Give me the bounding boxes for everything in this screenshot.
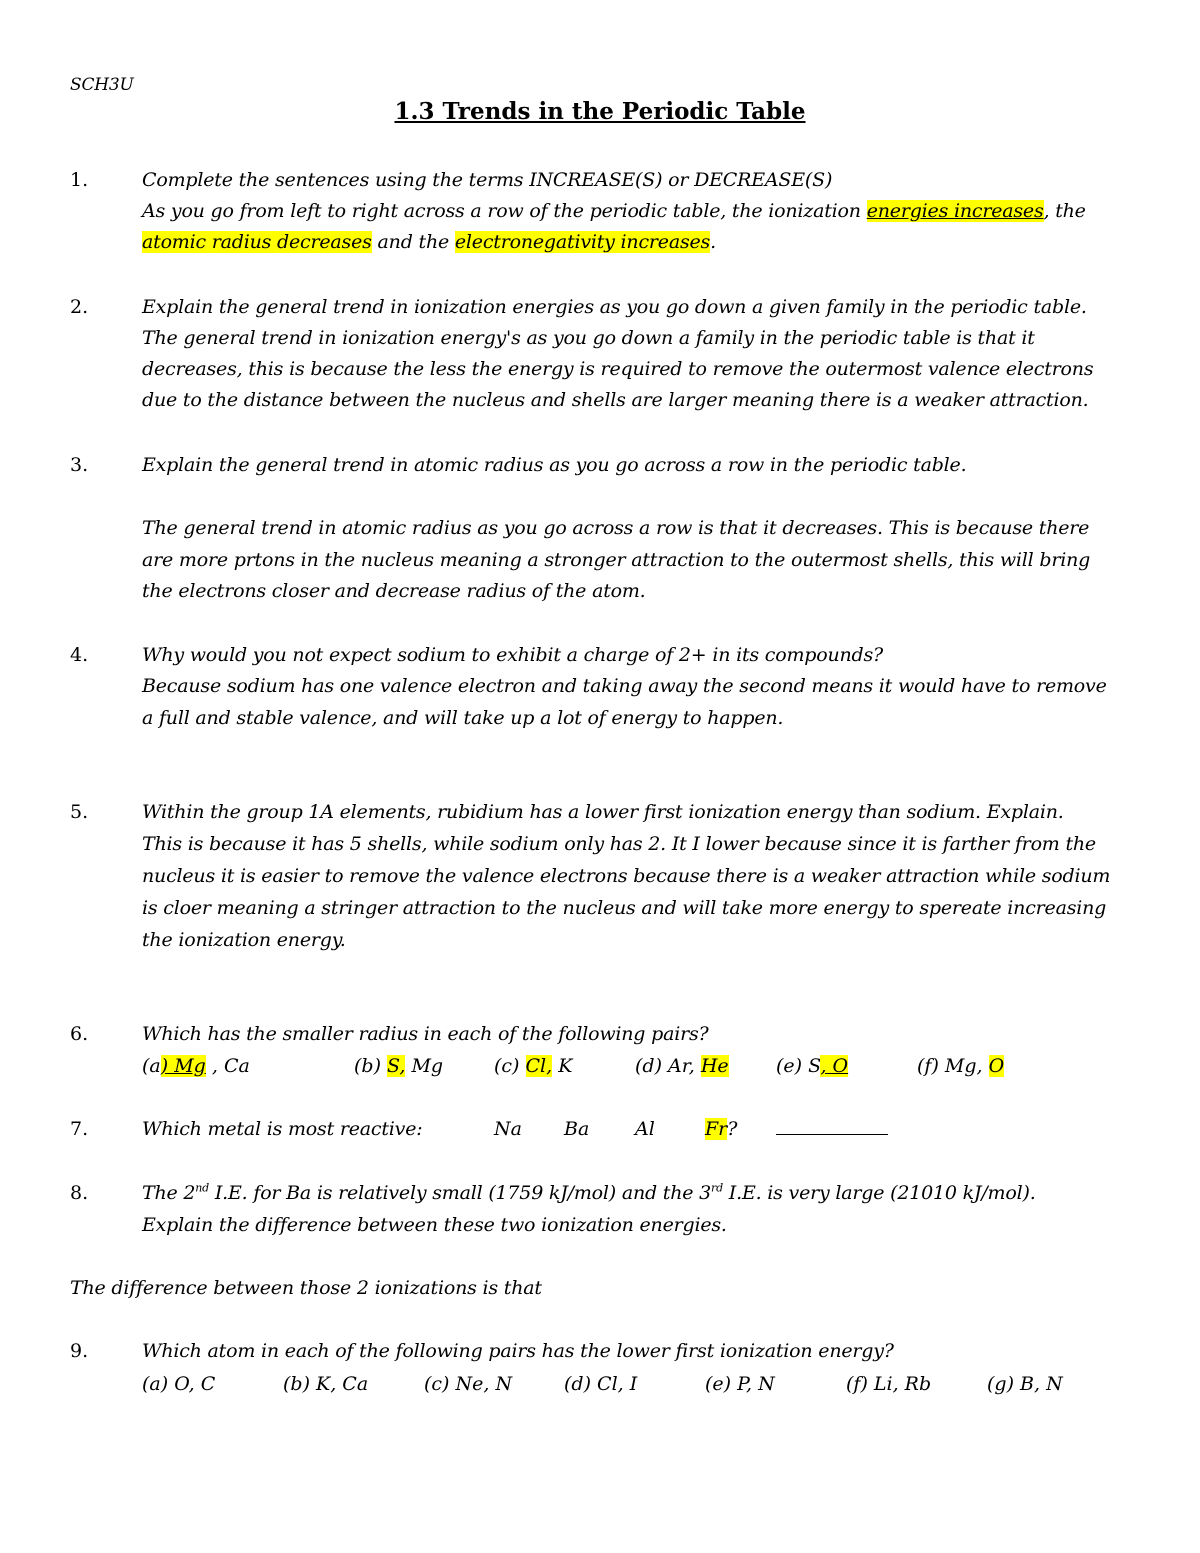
q8-answer: The difference between those 2 ionizations is that bbox=[70, 1277, 542, 1299]
course-code: SCH3U bbox=[70, 75, 134, 95]
q1-prompt: Complete the sentences using the terms INCREASE(S) or DECREASE(S) bbox=[142, 169, 833, 191]
q9-option-c: (c) Ne, N bbox=[424, 1373, 513, 1395]
q1-text: . bbox=[710, 231, 716, 253]
q3-answer-line-2: are more prtons in the nucleus meaning a stronger attraction to the outermost shells, this will bring bbox=[142, 549, 1091, 571]
q9-option-e: (e) P, N bbox=[705, 1373, 775, 1395]
q1-text: and the bbox=[371, 231, 455, 253]
q6-answer-highlight: Cl, bbox=[525, 1055, 553, 1077]
q6-option-text: K bbox=[552, 1055, 573, 1077]
q9-option-g: (g) B, N bbox=[987, 1373, 1063, 1395]
q9-option-d: (d) Cl, I bbox=[564, 1373, 638, 1395]
q4-answer-line-1: Because sodium has one valence electron and taking away the second means it would have to remove bbox=[142, 675, 1107, 697]
q8-superscript: nd bbox=[195, 1181, 210, 1195]
q6-answer-highlight: ) Mg bbox=[160, 1055, 206, 1077]
q6-answer-highlight: O bbox=[988, 1055, 1005, 1077]
q1-answer-line-1 bbox=[142, 198, 1086, 224]
q6-option-text: Mg bbox=[405, 1055, 444, 1077]
q6-option-label: (b) bbox=[354, 1055, 388, 1077]
q1-text: , the bbox=[1043, 200, 1086, 222]
q3-answer-line-3: the electrons closer and decrease radius of the atom. bbox=[142, 580, 646, 602]
q6-option-label: (a bbox=[142, 1055, 161, 1077]
q2-answer-line-1: The general trend in ionization energy's as you go down a family in the periodic table is that it bbox=[142, 327, 1035, 349]
q1-number: 1. bbox=[70, 169, 89, 191]
q1-highlight-ionization: energies increases bbox=[866, 200, 1044, 222]
q4-prompt: Why would you not expect sodium to exhibit a charge of 2+ in its compounds? bbox=[142, 644, 884, 666]
q9-number: 9. bbox=[70, 1340, 89, 1362]
q5-answer-line-1: This is because it has 5 shells, while sodium only has 2. It I lower because since it is farther from the bbox=[142, 833, 1096, 855]
q8-number: 8. bbox=[70, 1182, 89, 1204]
q6-number: 6. bbox=[70, 1023, 89, 1045]
q1-text: As you go from left to right across a row of the periodic table, the ionization bbox=[142, 200, 867, 222]
q9-option-f: (f) Li, Rb bbox=[846, 1373, 932, 1395]
q6-option-label: (e) S bbox=[776, 1055, 821, 1077]
q6-option-label: (c) bbox=[494, 1055, 526, 1077]
q6-option-d bbox=[635, 1053, 729, 1079]
q7-option-fr bbox=[705, 1116, 737, 1142]
q1-highlight-electronegativity: electronegativity increases bbox=[454, 231, 711, 253]
q3-number: 3. bbox=[70, 454, 89, 476]
q6-option-b bbox=[354, 1053, 443, 1079]
q8-text: The 2 bbox=[142, 1182, 196, 1204]
q6-option-a bbox=[142, 1053, 250, 1079]
q7-option-na: Na bbox=[494, 1118, 522, 1140]
q7-answer-highlight: Fr bbox=[705, 1118, 728, 1140]
q2-answer-line-3: due to the distance between the nucleus and shells are larger meaning there is a weaker attraction. bbox=[142, 389, 1089, 411]
q7-number: 7. bbox=[70, 1118, 89, 1140]
q6-option-text: , Ca bbox=[205, 1055, 250, 1077]
q8-text: I.E. is very large (21010 kJ/mol). bbox=[722, 1182, 1036, 1204]
q1-answer-line-2 bbox=[142, 229, 716, 255]
q7-option-ba: Ba bbox=[564, 1118, 590, 1140]
q5-prompt: Within the group 1A elements, rubidium has a lower first ionization energy than sodium. Explain. bbox=[142, 801, 1064, 823]
q8-superscript: rd bbox=[711, 1181, 723, 1195]
q6-answer-highlight: He bbox=[700, 1055, 729, 1077]
q4-answer-line-2: a full and stable valence, and will take up a lot of energy to happen. bbox=[142, 707, 784, 729]
q3-prompt: Explain the general trend in atomic radius as you go across a row in the periodic table. bbox=[142, 454, 967, 476]
q5-number: 5. bbox=[70, 801, 89, 823]
q3-answer-line-1: The general trend in atomic radius as you go across a row is that it decreases. This is because there bbox=[142, 517, 1090, 539]
page-title: 1.3 Trends in the Periodic Table bbox=[394, 98, 806, 125]
q5-answer-line-2: nucleus it is easier to remove the valence electrons because there is a weaker attraction while sodium bbox=[142, 865, 1111, 887]
q6-prompt: Which has the smaller radius in each of the following pairs? bbox=[142, 1023, 709, 1045]
q2-number: 2. bbox=[70, 296, 89, 318]
q9-prompt: Which atom in each of the following pairs has the lower first ionization energy? bbox=[142, 1340, 894, 1362]
q7-prompt: Which metal is most reactive: bbox=[142, 1118, 423, 1140]
q7-option-text: ? bbox=[727, 1118, 738, 1140]
q9-option-b: (b) K, Ca bbox=[283, 1373, 369, 1395]
q6-option-e bbox=[776, 1053, 848, 1079]
q2-answer-line-2: decreases, this is because the less the energy is required to remove the outermost valence electrons bbox=[142, 358, 1094, 380]
q7-option-al: Al bbox=[635, 1118, 655, 1140]
q4-number: 4. bbox=[70, 644, 89, 666]
answer-line bbox=[776, 1116, 888, 1135]
q7-answer-blank[interactable] bbox=[776, 1116, 888, 1142]
q6-option-c bbox=[494, 1053, 572, 1079]
q8-prompt-line-2: Explain the difference between these two ionization energies. bbox=[142, 1214, 727, 1236]
q6-option-label: (d) Ar, bbox=[635, 1055, 701, 1077]
q2-prompt: Explain the general trend in ionization energies as you go down a given family in the periodic table. bbox=[142, 296, 1087, 318]
q6-option-f bbox=[917, 1053, 1004, 1079]
q6-option-label: (f) Mg, bbox=[917, 1055, 989, 1077]
q5-answer-line-3: is cloer meaning a stringer attraction to the nucleus and will take more energy to spereate increasing bbox=[142, 897, 1107, 919]
q8-prompt-line-1 bbox=[142, 1180, 1036, 1206]
q6-answer-highlight: S, bbox=[387, 1055, 406, 1077]
q5-answer-line-4: the ionization energy. bbox=[142, 929, 346, 951]
q1-highlight-radius: atomic radius decreases bbox=[142, 231, 372, 253]
q8-text: I.E. for Ba is relatively small (1759 kJ/mol) and the 3 bbox=[209, 1182, 712, 1204]
q9-option-a: (a) O, C bbox=[142, 1373, 216, 1395]
q6-answer-highlight: , O bbox=[820, 1055, 849, 1077]
